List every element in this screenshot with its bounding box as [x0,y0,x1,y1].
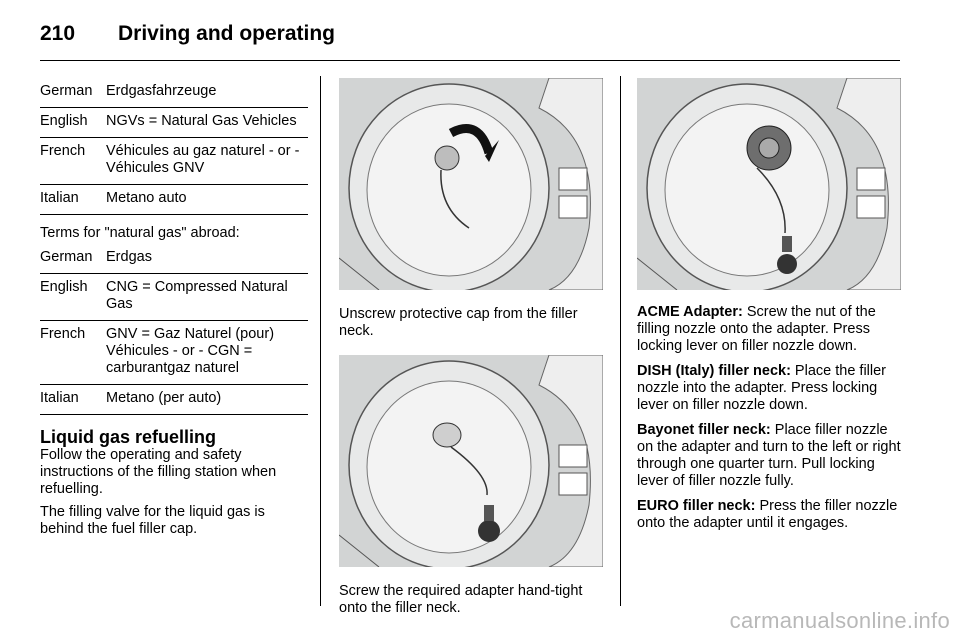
adapter-label: ACME Adapter: [637,304,743,320]
adapter-label: DISH (Italy) filler neck: [637,363,791,379]
page-number: 210 [40,22,76,45]
table-row [40,246,308,274]
column-figures [339,78,603,631]
term-value: CNG = Compressed Natural Gas [106,274,308,321]
term-value: Metano auto [106,185,308,215]
term-language: German [40,249,93,265]
adapter-text: Press the filler nozzle onto the adapter until it engages. [637,498,898,531]
table-row [40,274,308,321]
list-item [637,304,903,355]
column-divider [620,76,621,606]
term-language: German [40,83,93,99]
adapter-text: Place the filler nozzle into the adapter. Press locking lever on filler nozzle down. [637,363,887,413]
table-row [40,321,308,385]
column-terms [40,80,308,538]
adapter-label: Bayonet filler neck: [637,422,771,438]
adapter-instructions [637,304,903,532]
term-value: Véhicules au gaz naturel - or - Véhicules GNV [106,138,308,185]
column-divider [320,76,321,606]
list-item [637,498,903,532]
term-value: GNV = Gaz Naturel (pour) Véhicules - or - CGN = carburantgaz naturel [106,321,308,385]
section-heading: Liquid gas refuelling [40,427,217,447]
page-header [40,16,910,56]
term-value: Metano (per auto) [106,385,308,415]
term-value: Erdgasfahrzeuge [106,83,217,99]
header-divider [40,60,900,61]
table-row [40,138,308,185]
figure-caption: Screw the required adapter hand-tight onto the filler neck. [339,582,583,616]
table-row [40,108,308,138]
term-language: French [40,321,106,385]
column-adapters [637,78,903,540]
page-title: Driving and operating [118,22,336,45]
list-item [637,363,903,414]
abroad-intro: Terms for "natural gas" abroad: [40,225,240,241]
adapter-label: EURO filler neck: [637,498,756,514]
table-row [40,385,308,415]
figure-caption: Unscrew protective cap from the filler neck. [339,306,578,339]
table-row [40,185,308,215]
table-row [40,80,308,108]
term-language: English [40,108,106,138]
figure-unscrew-cap [339,78,603,290]
section-paragraph: The filling valve for the liquid gas is behind the fuel filler cap. [40,504,265,537]
adapter-text: Place filler nozzle on the adapter and turn to the left or right through one quarter turn. Pull locking lever of filler nozzle fully. [637,422,901,489]
figure-adapter [637,78,901,290]
section-paragraph: Follow the operating and safety instructions of the filling station when refuelling. [40,447,277,497]
term-value: NGVs = Natural Gas Vehicles [106,108,308,138]
term-language: Italian [40,185,106,215]
vehicle-terms-table [40,80,308,214]
adapter-text: Screw the nut of the filling nozzle onto the adapter. Press locking lever on filler nozzle down. [637,304,876,354]
figure-screw-adapter [339,355,603,567]
watermark: carmanualsonline.info [729,608,950,633]
term-value: Erdgas [106,249,152,265]
term-language: Italian [40,385,106,415]
gas-terms-table [40,246,308,414]
list-item [637,422,903,490]
term-language: French [40,138,106,185]
term-language: English [40,274,106,321]
